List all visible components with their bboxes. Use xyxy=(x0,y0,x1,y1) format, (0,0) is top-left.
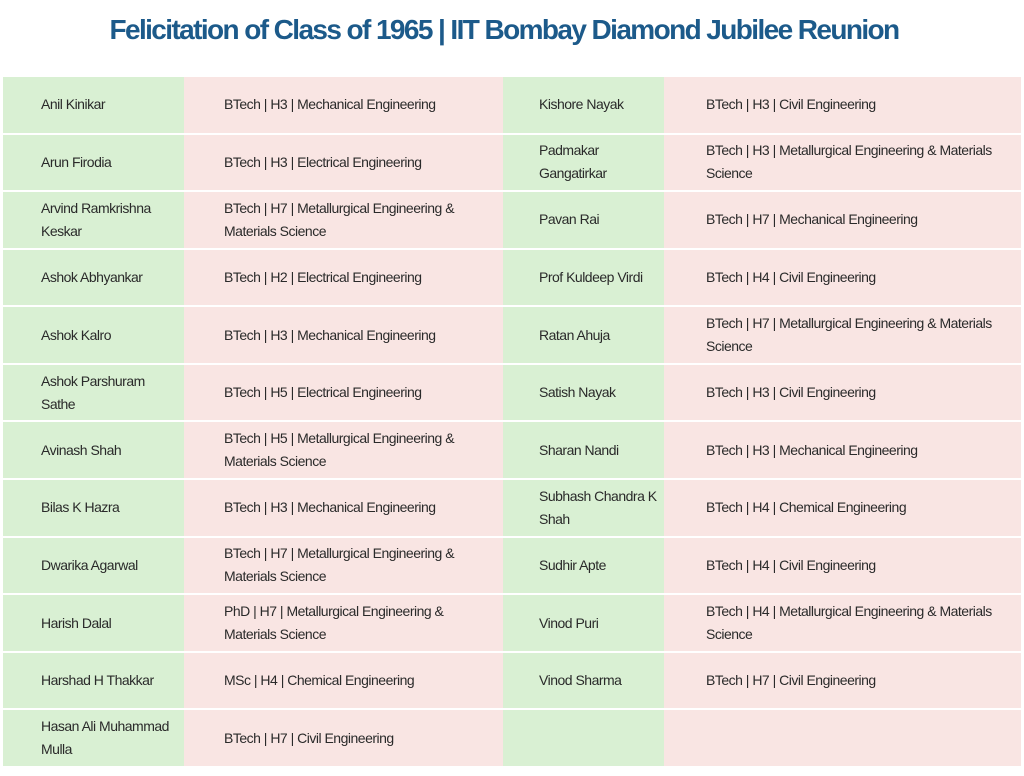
table-cell-details: BTech | H4 | Chemical Engineering xyxy=(664,480,1021,536)
table-cell-name: Harshad H Thakkar xyxy=(3,653,184,709)
table-cell-details: BTech | H7 | Metallurgical Engineering & Materials Science xyxy=(664,307,1021,363)
table-cell-name: Harish Dalal xyxy=(3,595,184,651)
table-cell-details: BTech | H2 | Electrical Engineering xyxy=(184,250,503,306)
table-cell-name xyxy=(503,710,664,766)
table-cell-details: BTech | H7 | Metallurgical Engineering & Materials Science xyxy=(184,538,503,594)
table-cell-name: Ratan Ahuja xyxy=(503,307,664,363)
table-cell-details: BTech | H3 | Civil Engineering xyxy=(664,365,1021,421)
table-cell-name: Pavan Rai xyxy=(503,192,664,248)
table-cell-details: BTech | H3 | Mechanical Engineering xyxy=(184,480,503,536)
table-cell-details: MSc | H4 | Chemical Engineering xyxy=(184,653,503,709)
table-cell-details xyxy=(664,710,1021,766)
table-cell-details: BTech | H3 | Metallurgical Engineering & Materials Science xyxy=(664,135,1021,191)
table-cell-name: Vinod Puri xyxy=(503,595,664,651)
table-cell-name: Ashok Kalro xyxy=(3,307,184,363)
table-cell-details: BTech | H4 | Metallurgical Engineering & Materials Science xyxy=(664,595,1021,651)
table-cell-details: BTech | H7 | Mechanical Engineering xyxy=(664,192,1021,248)
table-cell-details: BTech | H4 | Civil Engineering xyxy=(664,538,1021,594)
table-cell-details: BTech | H5 | Metallurgical Engineering & Materials Science xyxy=(184,422,503,478)
table-cell-details: BTech | H7 | Metallurgical Engineering & Materials Science xyxy=(184,192,503,248)
table-cell-name: Dwarika Agarwal xyxy=(3,538,184,594)
table-cell-name: Subhash Chandra K Shah xyxy=(503,480,664,536)
table-cell-name: Hasan Ali Muhammad Mulla xyxy=(3,710,184,766)
table-cell-details: BTech | H3 | Mechanical Engineering xyxy=(184,307,503,363)
table-cell-details: BTech | H3 | Electrical Engineering xyxy=(184,135,503,191)
table-cell-name: Arun Firodia xyxy=(3,135,184,191)
table-cell-details: BTech | H3 | Civil Engineering xyxy=(664,77,1021,133)
table-cell-name: Arvind Ramkrishna Keskar xyxy=(3,192,184,248)
table-cell-details: BTech | H7 | Civil Engineering xyxy=(184,710,503,766)
table-cell-name: Anil Kinikar xyxy=(3,77,184,133)
table-cell-details: BTech | H3 | Mechanical Engineering xyxy=(184,77,503,133)
table-cell-details: BTech | H3 | Mechanical Engineering xyxy=(664,422,1021,478)
table-cell-name: Sudhir Apte xyxy=(503,538,664,594)
table-cell-name: Ashok Abhyankar xyxy=(3,250,184,306)
table-cell-details: BTech | H7 | Civil Engineering xyxy=(664,653,1021,709)
table-cell-name: Bilas K Hazra xyxy=(3,480,184,536)
table-cell-details: BTech | H5 | Electrical Engineering xyxy=(184,365,503,421)
table-cell-name: Kishore Nayak xyxy=(503,77,664,133)
table-cell-name: Ashok Parshuram Sathe xyxy=(3,365,184,421)
page-title: Felicitation of Class of 1965 | IIT Bombay Diamond Jubilee Reunion xyxy=(109,14,899,45)
table-cell-name: Prof Kuldeep Virdi xyxy=(503,250,664,306)
table-cell-details: PhD | H7 | Metallurgical Engineering & Materials Science xyxy=(184,595,503,651)
table-cell-name: Avinash Shah xyxy=(3,422,184,478)
table-cell-details: BTech | H4 | Civil Engineering xyxy=(664,250,1021,306)
table-cell-name: Padmakar Gangatirkar xyxy=(503,135,664,191)
table-cell-name: Vinod Sharma xyxy=(503,653,664,709)
table-cell-name: Satish Nayak xyxy=(503,365,664,421)
table-cell-name: Sharan Nandi xyxy=(503,422,664,478)
alumni-table xyxy=(3,77,1021,766)
